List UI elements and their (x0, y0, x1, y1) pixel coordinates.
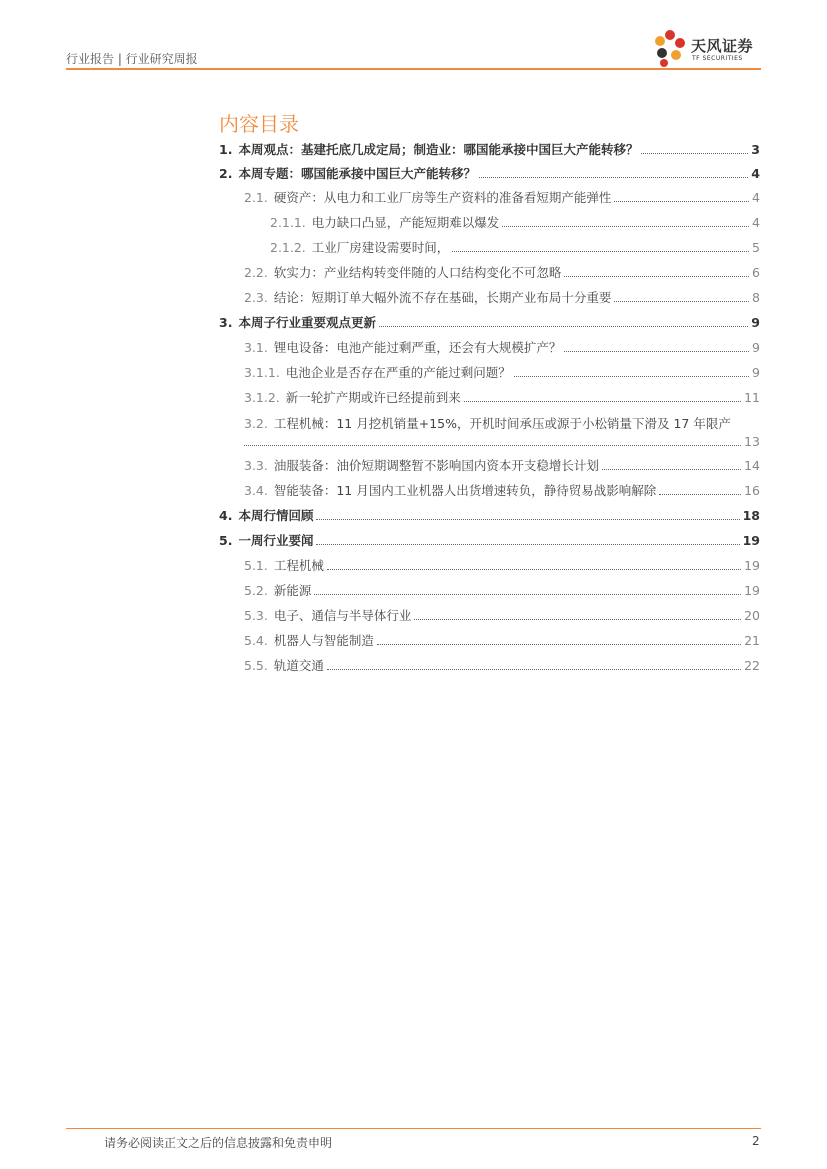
logo-text-en: TF SECURITIES (692, 55, 743, 62)
toc-entry-page: 20 (744, 608, 760, 623)
toc-entry-text: 一周行业要闻 (238, 533, 314, 548)
toc-entry[interactable] (244, 365, 760, 381)
logo-flower-icon (650, 27, 690, 69)
toc-entry-number: 4. (219, 508, 233, 523)
toc-entry-text: 工业厂房建设需要时间， (311, 240, 450, 255)
toc-entry-number: 3. (219, 315, 233, 330)
toc-entry-number: 3.4. (244, 483, 268, 498)
toc-entry-page: 3 (751, 142, 760, 157)
toc-entry-number: 5.3. (244, 608, 268, 623)
toc-entry-number: 5.5. (244, 658, 268, 673)
toc-entry[interactable] (244, 608, 760, 624)
toc-entry-text: 本周专题：哪国能承接中国巨大产能转移？ (238, 166, 476, 181)
toc-entry-text: 锂电设备：电池产能过剩严重，还会有大规模扩产？ (273, 340, 562, 355)
toc-entry-text: 电子、通信与半导体行业 (273, 608, 412, 623)
toc-entry-text: 智能装备：11 月国内工业机器人出货增速转负，静待贸易战影响解除 (273, 483, 657, 498)
toc-entry-number: 3.2. (244, 416, 268, 431)
toc-entry[interactable] (244, 190, 760, 206)
toc-leader-dots (564, 351, 749, 352)
toc-leader-dots (316, 544, 739, 545)
toc-entry-page: 5 (752, 240, 760, 255)
toc-entry-page: 21 (744, 633, 760, 648)
toc-entry-page: 14 (744, 458, 760, 473)
toc-entry-page: 22 (744, 658, 760, 673)
toc-entry[interactable] (244, 390, 760, 406)
toc-entry-text: 本周观点：基建托底几成定局；制造业：哪国能承接中国巨大产能转移？ (238, 142, 639, 157)
toc-entry-page: 11 (744, 390, 760, 405)
toc-leader-dots (244, 445, 741, 446)
toc-leader-dots (316, 519, 739, 520)
toc-entry[interactable] (244, 340, 760, 356)
toc-leader-dots (452, 251, 749, 252)
toc-entry[interactable] (219, 315, 760, 331)
toc-entry-page: 19 (742, 533, 760, 548)
toc-entry-page: 4 (752, 190, 760, 205)
toc-entry-page: 16 (744, 483, 760, 498)
toc-entry-number: 5.1. (244, 558, 268, 573)
toc-entry-text: 软实力：产业结构转变伴随的人口结构变化不可忽略 (273, 265, 562, 280)
toc-entry[interactable] (244, 458, 760, 474)
toc-entry-text: 本周子行业重要观点更新 (238, 315, 376, 330)
toc-leader-dots (641, 153, 748, 154)
toc-entry-text: 新一轮扩产期或许已经提前到来 (285, 390, 461, 405)
toc-entry-page: 18 (742, 508, 760, 523)
page-number: 2 (752, 1134, 760, 1148)
company-logo (650, 27, 765, 69)
toc-entry[interactable] (219, 508, 760, 524)
toc-entry-page: 19 (744, 558, 760, 573)
toc-entry-page: 8 (752, 290, 760, 305)
footer-divider (66, 1128, 761, 1129)
toc-leader-dots (314, 594, 741, 595)
toc-leader-dots (327, 569, 741, 570)
toc-entry[interactable] (244, 265, 760, 281)
toc-entry-text: 电力缺口凸显，产能短期难以爆发 (311, 215, 500, 230)
toc-leader-dots (414, 619, 741, 620)
toc-entry-text: 轨道交通 (273, 658, 324, 673)
toc-entry[interactable] (244, 583, 760, 599)
toc-entry-number: 2.1. (244, 190, 268, 205)
toc-entry-number: 3.1.2. (244, 390, 280, 405)
toc-entry-number: 2.1.1. (270, 215, 306, 230)
toc-entry-page: 13 (744, 434, 760, 449)
toc-entry-page: 9 (752, 340, 760, 355)
toc-entry-number: 5.2. (244, 583, 268, 598)
toc-entry-text: 硬资产：从电力和工业厂房等生产资料的准备看短期产能弹性 (273, 190, 612, 205)
toc-entry-text: 工程机械 (273, 558, 324, 573)
toc-entry[interactable] (270, 240, 760, 256)
toc-entry[interactable] (244, 414, 760, 452)
toc-entry-number: 2. (219, 166, 233, 181)
toc-entry[interactable] (270, 215, 760, 231)
toc-leader-dots (614, 301, 749, 302)
toc-entry[interactable] (219, 166, 760, 182)
toc-entry[interactable] (244, 633, 760, 649)
toc-entry-text: 本周行情回顾 (238, 508, 314, 523)
toc-entry-number: 5.4. (244, 633, 268, 648)
toc-entry-text: 电池企业是否存在严重的产能过剩问题？ (285, 365, 511, 380)
toc-entry[interactable] (219, 533, 760, 549)
toc-entry-number: 1. (219, 142, 233, 157)
toc-leader-dots (327, 669, 741, 670)
toc-leader-dots (502, 226, 749, 227)
toc-entry[interactable] (244, 483, 760, 499)
toc-entry-page: 4 (751, 166, 760, 181)
toc-leader-dots (464, 401, 741, 402)
toc-leader-dots (659, 494, 741, 495)
toc-entry-number: 3.1.1. (244, 365, 280, 380)
toc-entry-page: 6 (752, 265, 760, 280)
header-divider (66, 68, 761, 70)
toc-leader-dots (514, 376, 749, 377)
toc-entry-text: 油服装备：油价短期调整暂不影响国内资本开支稳增长计划 (273, 458, 599, 473)
logo-text-cn: 天风证券 (691, 37, 754, 55)
toc-entry[interactable] (244, 558, 760, 574)
toc-entry-page: 9 (751, 315, 760, 330)
report-type-label: 行业报告 | 行业研究周报 (66, 52, 198, 66)
toc-entry-number: 3.3. (244, 458, 268, 473)
toc-entry[interactable] (219, 142, 760, 158)
toc-entry-page: 19 (744, 583, 760, 598)
toc-title: 内容目录 (219, 112, 299, 136)
toc-leader-dots (614, 201, 749, 202)
toc-entry-number: 2.1.2. (270, 240, 306, 255)
toc-leader-dots (377, 644, 741, 645)
toc-leader-dots (564, 276, 749, 277)
toc-entry-text: 工程机械：11 月挖机销量+15%，开机时间承压或源于小松销量下滑及 17 年限产 (273, 416, 731, 431)
toc-leader-dots (602, 469, 741, 470)
toc-entry-text: 结论：短期订单大幅外流不存在基础，长期产业布局十分重要 (273, 290, 612, 305)
toc-leader-dots (379, 326, 748, 327)
toc-entry[interactable] (244, 658, 760, 674)
toc-entry-number: 2.3. (244, 290, 268, 305)
toc-entry[interactable] (244, 290, 760, 306)
toc-leader-dots (479, 177, 748, 178)
toc-entry-number: 3.1. (244, 340, 268, 355)
toc-entry-text: 新能源 (273, 583, 312, 598)
toc-entry-text: 机器人与智能制造 (273, 633, 374, 648)
toc-entry-page: 4 (752, 215, 760, 230)
toc-entry-number: 2.2. (244, 265, 268, 280)
footer-disclaimer: 请务必阅读正文之后的信息披露和免责申明 (104, 1136, 333, 1150)
toc-entry-page: 9 (752, 365, 760, 380)
toc-entry-number: 5. (219, 533, 233, 548)
